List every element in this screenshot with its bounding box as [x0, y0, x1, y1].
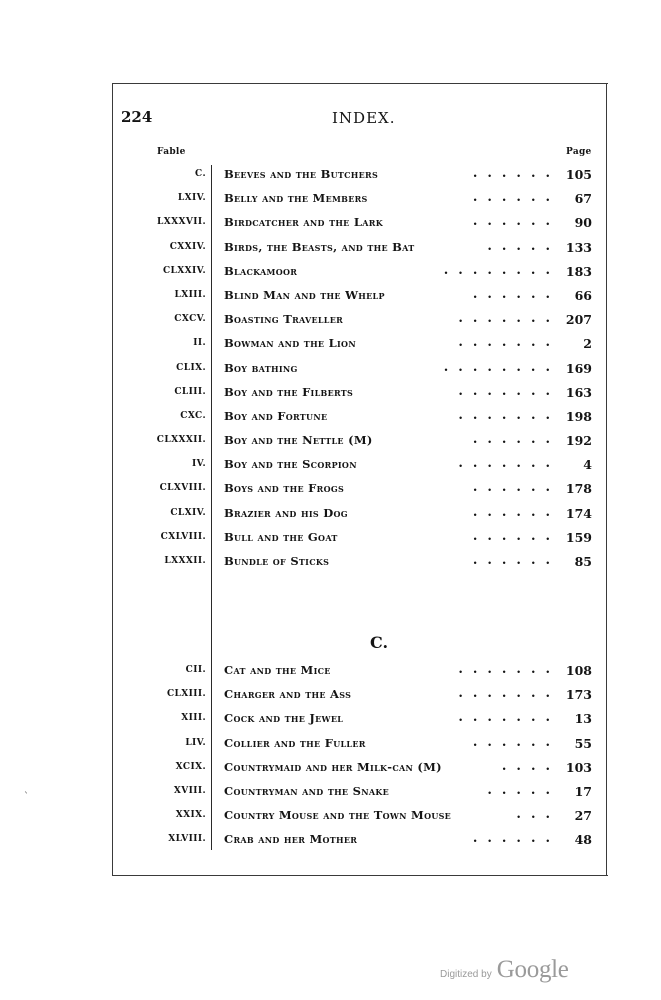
- fable-title: Charger and the Ass: [224, 687, 352, 702]
- dot-leader: ........: [443, 359, 560, 375]
- dot-leader: .....: [487, 782, 560, 798]
- dot-leader: ...: [516, 807, 560, 823]
- index-entry: [120, 552, 592, 576]
- fable-title: Collier and the Fuller: [224, 735, 366, 750]
- dot-leader: ......: [472, 432, 560, 448]
- dot-leader: ......: [472, 166, 560, 181]
- dot-leader: ......: [472, 190, 560, 206]
- dot-leader: .......: [458, 456, 560, 472]
- watermark-prefix: Digitized by: [440, 969, 492, 980]
- index-entry: [120, 238, 592, 262]
- index-entry: [120, 758, 592, 782]
- fable-title: Boy bathing: [224, 360, 298, 375]
- fable-title: Bowman and the Lion: [224, 336, 356, 351]
- index-entry: [120, 504, 592, 528]
- dot-leader: .......: [458, 311, 560, 327]
- dot-leader: ......: [472, 528, 560, 544]
- fable-title: Bull and the Goat: [224, 529, 338, 544]
- index-entry: [120, 262, 592, 286]
- fable-number: IV.: [192, 459, 206, 470]
- index-entry: [120, 709, 592, 733]
- dot-leader: ....: [501, 758, 560, 774]
- page-reference: 163: [565, 384, 592, 400]
- fable-number: CLIII.: [174, 386, 206, 397]
- page-reference: 4: [583, 457, 592, 473]
- page-reference: 27: [574, 808, 592, 824]
- index-entry: [120, 407, 592, 431]
- page-number: 224: [121, 108, 153, 126]
- dot-leader: ......: [472, 831, 560, 847]
- fable-title: Boy and the Filberts: [224, 384, 354, 399]
- fable-title: Boy and Fortune: [224, 408, 328, 423]
- column-header-fable: Fable: [157, 147, 186, 157]
- index-entry: [120, 661, 592, 685]
- fable-number: C.: [195, 169, 206, 179]
- section-heading-c: C.: [370, 633, 389, 652]
- column-header-page: Page: [566, 147, 592, 157]
- page-reference: 105: [565, 167, 592, 182]
- dot-leader: .......: [458, 335, 560, 351]
- fable-number: LXXXVII.: [156, 217, 206, 228]
- fable-number: CXC.: [180, 410, 206, 421]
- fable-title: Boasting Traveller: [224, 312, 344, 327]
- scan-artifact: ˋ: [24, 792, 29, 803]
- fable-title: Blackamoor: [224, 263, 298, 278]
- fable-title: Birdcatcher and the Lark: [224, 215, 383, 230]
- page-frame-right: [606, 83, 607, 876]
- index-entry: [120, 782, 592, 806]
- fable-number: XCIX.: [175, 761, 206, 772]
- page-reference: 173: [565, 687, 592, 703]
- fable-number: LIV.: [185, 737, 206, 748]
- index-entry: [120, 359, 592, 383]
- fable-number: XXIX.: [175, 810, 206, 821]
- fable-number: CLXXXII.: [156, 435, 206, 446]
- fable-number: CLIX.: [176, 362, 206, 373]
- page-reference: 207: [565, 312, 592, 328]
- fable-number: CII.: [185, 665, 206, 675]
- fable-number: CXXIV.: [169, 241, 206, 252]
- index-entry: [120, 286, 592, 310]
- fable-title: Beeves and the Butchers: [224, 167, 379, 181]
- index-list-b: [120, 165, 592, 576]
- index-entry: [120, 528, 592, 552]
- page-frame-top: [112, 83, 608, 84]
- page-frame-left: [112, 83, 113, 876]
- fable-title: Brazier and his Dog: [224, 505, 348, 520]
- page-reference: 169: [565, 360, 592, 376]
- index-entry: [120, 310, 592, 334]
- fable-title: Cat and the Mice: [224, 663, 331, 677]
- page-reference: 198: [565, 408, 592, 424]
- fable-number: XLVIII.: [168, 834, 206, 845]
- page-reference: 108: [565, 663, 592, 678]
- index-entry: [120, 685, 592, 709]
- index-entry: [120, 383, 592, 407]
- dot-leader: ......: [472, 480, 560, 496]
- page-reference: 192: [565, 433, 592, 449]
- page-frame-bottom: [112, 875, 608, 876]
- fable-title: Countrymaid and her Milk-can (M): [224, 759, 442, 774]
- fable-number: CLXIII.: [166, 689, 206, 700]
- fable-number: CXCV.: [174, 314, 206, 325]
- page-reference: 183: [565, 263, 592, 279]
- index-entry: [120, 431, 592, 455]
- page-reference: 103: [565, 759, 592, 775]
- index-entry: [120, 455, 592, 479]
- index-entry: [120, 334, 592, 358]
- google-logo: Google: [496, 956, 569, 983]
- page-reference: 159: [565, 529, 592, 545]
- page-reference: 2: [583, 336, 592, 352]
- fable-number: II.: [193, 338, 206, 349]
- page-reference: 17: [574, 783, 592, 799]
- page-title: INDEX.: [332, 109, 396, 127]
- index-entry: [120, 189, 592, 213]
- page-reference: 178: [565, 481, 592, 497]
- dot-leader: ......: [472, 504, 560, 520]
- dot-leader: .......: [458, 710, 560, 726]
- page-reference: 174: [565, 505, 592, 521]
- dot-leader: ........: [443, 262, 560, 278]
- fable-title: Countryman and the Snake: [224, 783, 390, 798]
- dot-leader: ......: [472, 734, 560, 750]
- page-reference: 67: [574, 191, 592, 207]
- page-reference: 85: [574, 554, 592, 569]
- page-reference: 13: [574, 711, 592, 727]
- fable-number: LXIV.: [177, 193, 206, 204]
- dot-leader: .......: [458, 383, 560, 399]
- dot-leader: ......: [472, 214, 560, 230]
- fable-number: LXIII.: [174, 289, 206, 300]
- fable-number: CLXIV.: [170, 507, 206, 518]
- page-reference: 55: [574, 735, 592, 751]
- fable-title: Cock and the Jewel: [224, 711, 344, 726]
- fable-title: Bundle of Sticks: [224, 554, 330, 568]
- fable-number: LXXXII.: [164, 556, 206, 566]
- page-reference: 48: [574, 832, 592, 848]
- fable-title: Birds, the Beasts, and the Bat: [224, 239, 415, 254]
- fable-title: Country Mouse and the Town Mouse: [224, 808, 452, 823]
- fable-title: Boy and the Nettle (M): [224, 433, 373, 448]
- dot-leader: .....: [487, 238, 560, 254]
- index-list-c: [120, 661, 592, 855]
- dot-leader: .......: [458, 662, 560, 677]
- dot-leader: ......: [472, 286, 560, 302]
- fable-title: Blind Man and the Whelp: [224, 287, 385, 302]
- index-entry: [120, 213, 592, 237]
- fable-number: CXLVIII.: [160, 531, 206, 542]
- index-entry: [120, 806, 592, 830]
- index-entry: [120, 830, 592, 854]
- fable-title: Crab and her Mother: [224, 832, 358, 847]
- index-entry: [120, 479, 592, 503]
- digitized-watermark: [440, 956, 569, 984]
- fable-number: XIII.: [181, 713, 206, 724]
- fable-number: CLXVIII.: [159, 483, 206, 494]
- dot-leader: ......: [472, 553, 560, 568]
- page-reference: 133: [565, 239, 592, 255]
- fable-title: Boys and the Frogs: [224, 481, 345, 496]
- fable-number: XVIII.: [173, 785, 206, 796]
- page-reference: 90: [574, 215, 592, 231]
- dot-leader: .......: [458, 407, 560, 423]
- fable-title: Boy and the Scorpion: [224, 457, 357, 472]
- fable-number: CLXXIV.: [162, 265, 206, 276]
- page-reference: 66: [574, 287, 592, 303]
- fable-title: Belly and the Members: [224, 191, 368, 206]
- index-entry: [120, 734, 592, 758]
- index-entry: [120, 165, 592, 189]
- dot-leader: .......: [458, 686, 560, 702]
